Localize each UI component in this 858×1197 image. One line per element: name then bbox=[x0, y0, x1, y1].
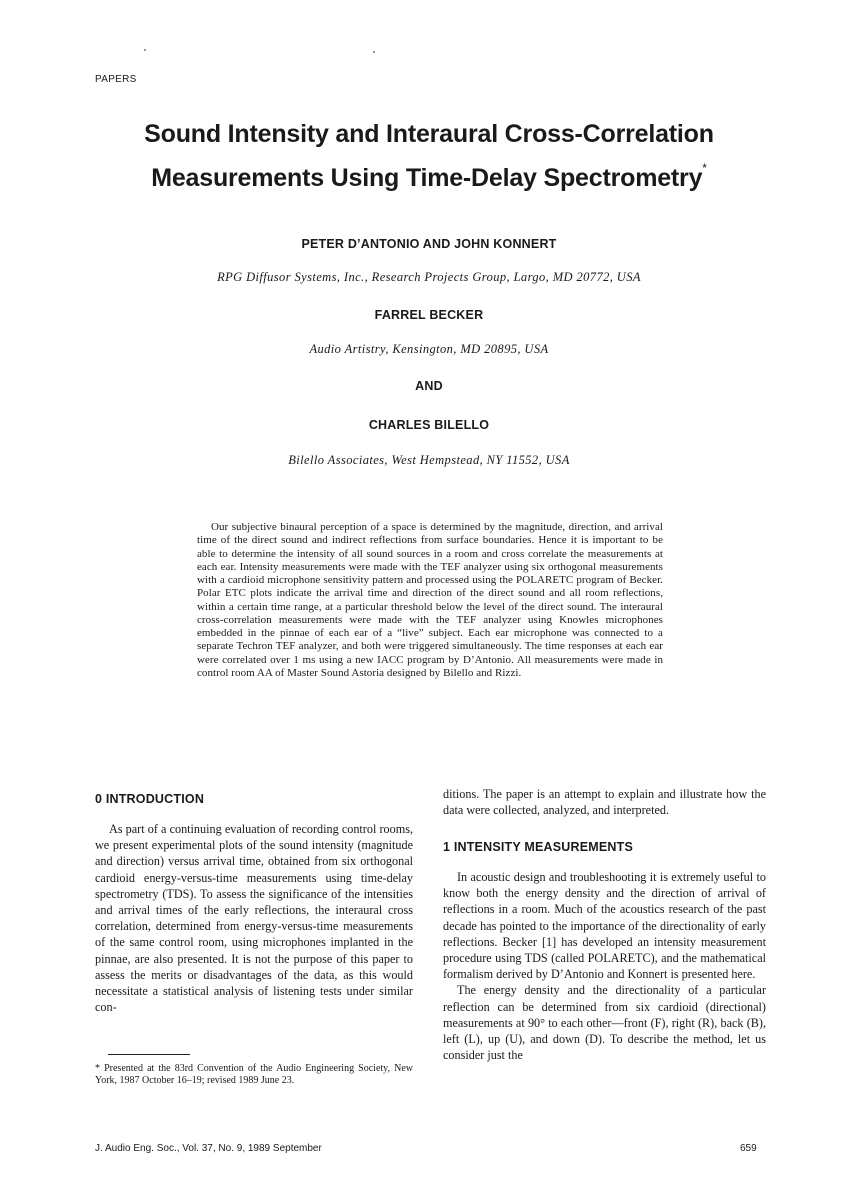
paper-title-text: Measurements Using Time-Delay Spectrometry bbox=[151, 164, 703, 192]
footnote-rule bbox=[108, 1054, 190, 1055]
left-column bbox=[95, 821, 413, 1015]
paragraph: In acoustic design and troubleshooting it is extremely useful to know both the energy density and the direction of arrival of reflections in a room. Much of the acoustics research of the past decade has pointed to the importance of the directionality of early reflections. Becker [1] has developed an intensity measurement procedure using TDS (called POLARETC), and the mathematical formalism derived by D’Antonio and Konnert is presented here. bbox=[443, 870, 766, 982]
page-number: 659 bbox=[740, 1143, 757, 1154]
paragraph: The energy density and the directionality of a particular reflection can be determined from six cardioid (directional) measurements at 90° to each other—front (F), right (R), back (B), left (L), up (U), and down (D). To describe the method, let us consider just the bbox=[443, 983, 766, 1063]
right-column bbox=[443, 869, 766, 1063]
paper-title-line-1: Sound Intensity and Interaural Cross-Correlation bbox=[144, 120, 714, 148]
footnote: * Presented at the 83rd Convention of the Audio Engineering Society, New York, 1987 October 16–19; revised 1989 June 23. bbox=[95, 1063, 413, 1086]
journal-citation: J. Audio Eng. Soc., Vol. 37, No. 9, 1989 September bbox=[95, 1143, 322, 1154]
section-heading-intensity: 1 INTENSITY MEASUREMENTS bbox=[443, 840, 634, 854]
author-affiliation: Audio Artistry, Kensington, MD 20895, USA bbox=[309, 342, 549, 356]
author-names: FARREL BECKER bbox=[374, 308, 484, 322]
scan-speck bbox=[373, 51, 375, 53]
abstract: Our subjective binaural perception of a space is determined by the magnitude, direction, and arrival time of the direct sound and indirect reflections from surface boundaries. Hence it is important to be able to determine the intensity of all sound sources in a room and cross correlate the measurements at each ear. Intensity measurements were made with the TEF analyzer using six orthogonal measurements with a cardioid microphone sensitivity pattern and processed using the POLARETC program of Becker. Polar ETC plots indicate the arrival time and direction of the direct sound and all room reflections, within a certain time range, at a particular threshold below the level of the direct sound. The interaural cross-correlation measurements were made with the TEF analyzer using Knowles microphones embedded in the pinnae of each ear of a “live” subject. Each ear microphone was connected to a separate Techron TEF analyzer, and both were triggered simultaneously. The time responses at each ear were correlated over 1 ms using a new IACC program by D’Antonio. All measurements were made in control room AA of Master Sound Astoria designed by Bilello and Rizzi. bbox=[197, 521, 663, 679]
right-column-top bbox=[443, 786, 766, 818]
paragraph: ditions. The paper is an attempt to explain and illustrate how the data were collected, analyzed, and interpreted. bbox=[443, 787, 766, 818]
author-affiliation: RPG Diffusor Systems, Inc., Research Projects Group, Largo, MD 20772, USA bbox=[217, 270, 641, 284]
author-names: CHARLES BILELLO bbox=[368, 418, 490, 432]
author-names: PETER D’ANTONIO AND JOHN KONNERT bbox=[301, 237, 557, 251]
and-separator: AND bbox=[415, 379, 443, 393]
title-footnote-mark: * bbox=[702, 161, 707, 175]
author-affiliation: Bilello Associates, West Hempstead, NY 11552, USA bbox=[288, 453, 570, 467]
paragraph: As part of a continuing evaluation of recording control rooms, we present experimental plots of the sound intensity (magnitude and direction) versus arrival time, obtained from six orthogonal cardioid energy-versus-time measurements using time-delay spectrometry (TDS). To assess the significance of the intensities and arrival times of the early reflections, the interaural cross correlation, determined from energy-versus-time measurements of the same control room, using microphones implanted in the pinnae, are also presented. It is not the purpose of this paper to assess the merits or disadvantages of the data, as this would necessitate a statistical analysis of listening tests under similar con- bbox=[95, 822, 413, 1015]
section-heading-introduction: 0 INTRODUCTION bbox=[95, 792, 205, 806]
paper-title-line-2 bbox=[0, 151, 858, 195]
section-label: PAPERS bbox=[95, 74, 137, 85]
scan-speck bbox=[144, 49, 146, 51]
